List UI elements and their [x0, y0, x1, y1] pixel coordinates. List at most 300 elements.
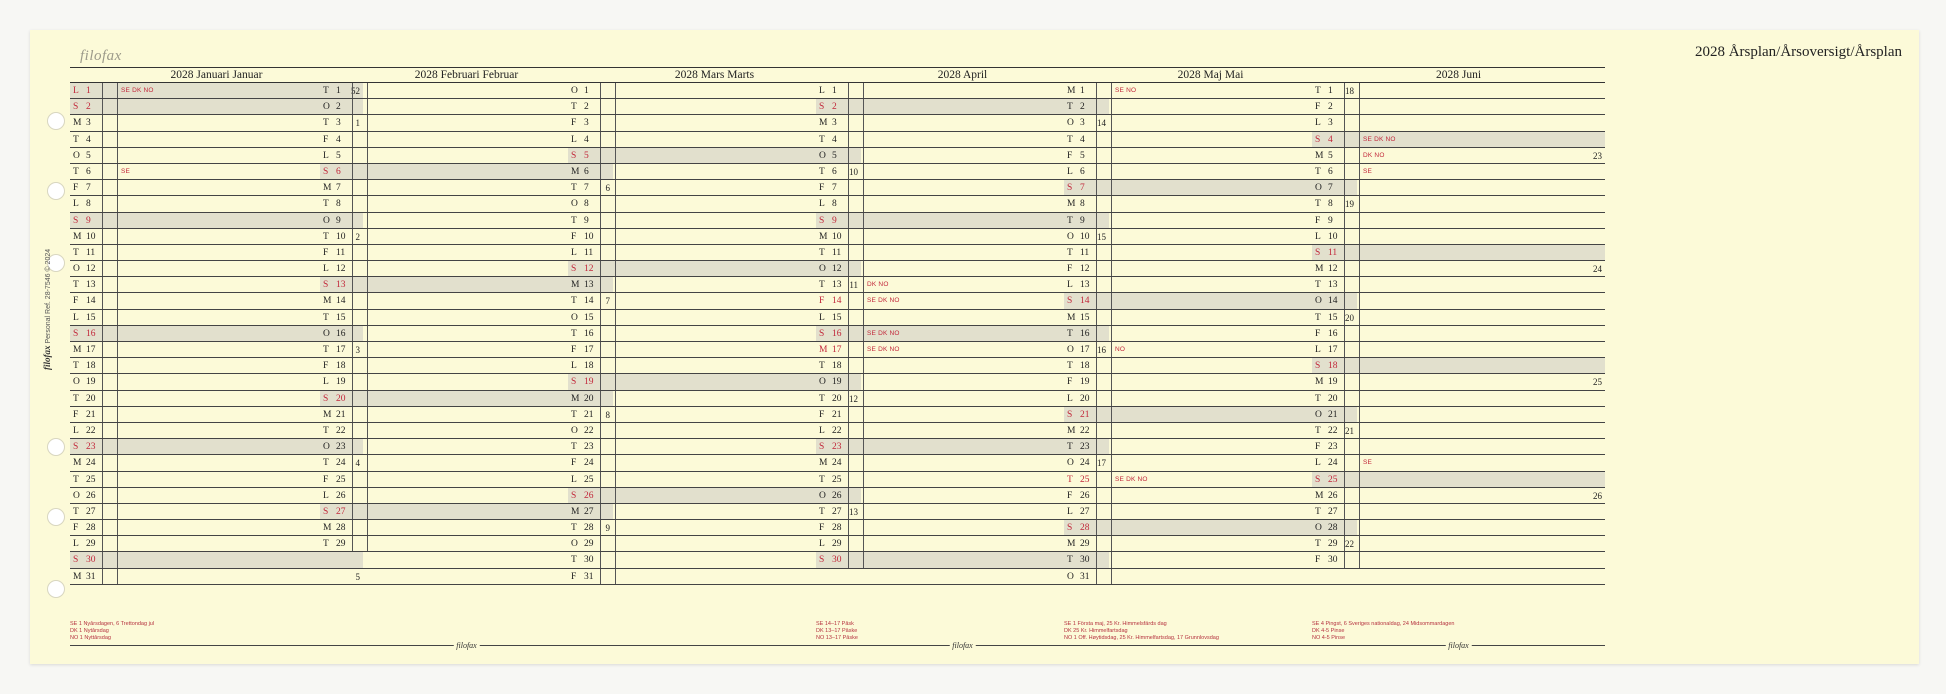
- day-number: 9: [336, 215, 341, 226]
- divider: [352, 374, 353, 389]
- day-row[interactable]: [1312, 326, 1605, 342]
- weekday-letter: T: [73, 166, 79, 177]
- day-number: 29: [584, 539, 594, 550]
- binder-hole: [47, 580, 65, 598]
- divider: [1096, 115, 1097, 130]
- divider: [367, 164, 368, 179]
- weekday-letter: T: [323, 118, 329, 129]
- week-number: 21: [1345, 425, 1354, 436]
- weekday-letter: O: [571, 425, 578, 436]
- divider: [117, 374, 118, 389]
- day-number: 12: [336, 264, 346, 275]
- weekday-letter: F: [819, 296, 825, 307]
- binder-hole: [47, 508, 65, 526]
- divider: [367, 115, 368, 130]
- month-title: 2028 Februari Februar: [320, 67, 613, 83]
- divider: [367, 407, 368, 422]
- divider: [1111, 423, 1112, 438]
- divider: [863, 455, 864, 470]
- holiday-marker: SE DK NO: [867, 297, 900, 305]
- weekday-letter: O: [1067, 571, 1074, 582]
- divider: [863, 310, 864, 325]
- day-number: 5: [1328, 150, 1333, 161]
- divider: [1344, 293, 1345, 308]
- day-number: 29: [336, 539, 346, 550]
- divider: [600, 293, 601, 308]
- divider: [615, 439, 616, 454]
- weekday-letter: T: [1315, 506, 1321, 517]
- weekday-letter: T: [1315, 312, 1321, 323]
- day-number: 16: [584, 328, 594, 339]
- month-title: 2028 April: [816, 67, 1109, 83]
- divider: [102, 504, 103, 519]
- divider: [367, 213, 368, 228]
- day-number: 1: [1080, 86, 1085, 96]
- day-number: 30: [86, 555, 96, 566]
- divider: [863, 552, 864, 567]
- weekday-letter: O: [323, 328, 330, 339]
- weekday-letter: O: [1315, 523, 1322, 534]
- day-row[interactable]: [1312, 213, 1605, 229]
- divider: [615, 277, 616, 292]
- day-number: 25: [1080, 474, 1090, 485]
- day-number: 5: [832, 150, 837, 161]
- day-number: 22: [584, 425, 594, 436]
- divider: [1096, 245, 1097, 260]
- weekday-letter: F: [571, 345, 577, 355]
- day-row[interactable]: [1312, 504, 1605, 520]
- week-number: 15: [1097, 231, 1106, 242]
- weekday-letter: T: [73, 134, 79, 145]
- divider: [615, 504, 616, 519]
- divider: [1344, 213, 1345, 228]
- day-row[interactable]: [1312, 552, 1605, 568]
- divider: [367, 455, 368, 470]
- weekday-letter: L: [1315, 345, 1321, 355]
- divider: [1359, 148, 1360, 163]
- divider: [102, 196, 103, 211]
- divider: [102, 520, 103, 535]
- divider: [367, 293, 368, 308]
- divider: [863, 326, 864, 341]
- day-number: 8: [584, 199, 589, 210]
- day-number: 1: [1328, 86, 1333, 96]
- day-number: 26: [832, 490, 842, 501]
- divider: [863, 261, 864, 276]
- divider: [1344, 83, 1345, 98]
- day-number: 26: [336, 490, 346, 501]
- divider: [1359, 374, 1360, 389]
- footer-brand: filofax: [949, 641, 975, 650]
- day-number: 22: [1080, 425, 1090, 436]
- brand-logo: filofax: [80, 48, 122, 64]
- divider: [863, 536, 864, 551]
- weekday-letter: L: [73, 312, 79, 323]
- week-number: 13: [849, 506, 858, 517]
- divider: [117, 180, 118, 195]
- weekday-letter: S: [819, 102, 825, 113]
- holiday-notes: [1312, 621, 1605, 642]
- divider: [615, 536, 616, 551]
- divider: [848, 196, 849, 211]
- divider: [102, 180, 103, 195]
- divider: [600, 504, 601, 519]
- day-row[interactable]: [1312, 488, 1605, 504]
- divider: [600, 342, 601, 357]
- weekday-letter: F: [571, 231, 577, 242]
- day-number: 8: [336, 199, 341, 210]
- divider: [1096, 391, 1097, 406]
- divider: [102, 213, 103, 228]
- divider: [1096, 213, 1097, 228]
- weekday-letter: F: [571, 458, 577, 469]
- day-number: 22: [86, 425, 96, 436]
- weekday-letter: T: [1067, 328, 1073, 339]
- day-number: 20: [86, 393, 96, 404]
- day-number: 2: [832, 102, 837, 113]
- day-number: 18: [1080, 361, 1090, 372]
- weekday-letter: F: [571, 118, 577, 129]
- divider: [367, 245, 368, 260]
- day-number: 24: [336, 458, 346, 469]
- weekday-letter: T: [571, 555, 577, 566]
- day-number: 10: [832, 231, 842, 242]
- day-number: 13: [584, 280, 594, 291]
- weekday-letter: T: [571, 102, 577, 113]
- weekday-letter: M: [323, 296, 332, 307]
- divider: [1359, 423, 1360, 438]
- weekday-letter: M: [323, 183, 332, 194]
- weekday-letter: M: [1067, 539, 1076, 550]
- weekday-letter: S: [571, 377, 577, 388]
- divider: [848, 164, 849, 179]
- month-title: 2028 Mars Marts: [568, 67, 861, 83]
- day-number: 7: [832, 183, 837, 194]
- weekday-letter: O: [73, 150, 80, 161]
- day-row[interactable]: [1312, 245, 1605, 261]
- divider: [863, 245, 864, 260]
- weekday-letter: O: [819, 490, 826, 501]
- day-row[interactable]: [1312, 374, 1605, 390]
- day-row[interactable]: [1312, 196, 1605, 212]
- weekday-letter: L: [73, 425, 79, 436]
- divider: [117, 342, 118, 357]
- day-number: 30: [584, 555, 594, 566]
- weekday-letter: F: [73, 183, 79, 194]
- divider: [863, 277, 864, 292]
- holiday-marker: SE DK NO: [121, 87, 154, 94]
- day-row[interactable]: [1312, 423, 1605, 439]
- day-row[interactable]: [1312, 99, 1605, 115]
- weekday-letter: T: [73, 361, 79, 372]
- weekday-letter: S: [1067, 296, 1073, 307]
- divider: [1344, 391, 1345, 406]
- weekday-letter: T: [819, 506, 825, 517]
- divider: [1344, 115, 1345, 130]
- divider: [600, 115, 601, 130]
- divider: [352, 148, 353, 163]
- week-number: 11: [849, 280, 858, 291]
- day-number: 19: [1328, 377, 1338, 388]
- divider: [102, 342, 103, 357]
- day-number: 26: [1080, 490, 1090, 501]
- weekday-letter: L: [323, 264, 329, 275]
- day-number: 1: [86, 86, 91, 96]
- day-number: 15: [584, 312, 594, 323]
- divider: [600, 213, 601, 228]
- day-row[interactable]: [1312, 148, 1605, 164]
- divider: [1096, 536, 1097, 551]
- week-number: 6: [605, 183, 610, 194]
- divider: [863, 423, 864, 438]
- weekday-letter: T: [571, 215, 577, 226]
- divider: [600, 472, 601, 487]
- divider: [117, 196, 118, 211]
- day-number: 20: [336, 393, 346, 404]
- weekday-letter: T: [73, 247, 79, 258]
- divider: [352, 488, 353, 503]
- weekday-letter: M: [571, 166, 580, 177]
- divider: [1359, 310, 1360, 325]
- divider: [1344, 99, 1345, 114]
- day-number: 28: [832, 523, 842, 534]
- divider: [1111, 196, 1112, 211]
- day-number: 5: [86, 150, 91, 161]
- divider: [367, 99, 368, 114]
- divider: [1111, 261, 1112, 276]
- holiday-note-line: DK 1 Nytårsdag: [70, 628, 109, 634]
- divider: [1344, 310, 1345, 325]
- day-number: 18: [1328, 361, 1338, 372]
- weekday-letter: T: [819, 134, 825, 145]
- divider: [1096, 439, 1097, 454]
- divider: [863, 164, 864, 179]
- week-number: 20: [1345, 312, 1354, 323]
- weekday-letter: F: [323, 247, 329, 258]
- day-number: 17: [584, 345, 594, 355]
- divider: [1096, 229, 1097, 244]
- weekday-letter: L: [1067, 393, 1073, 404]
- divider: [848, 245, 849, 260]
- week-number: 4: [355, 458, 360, 469]
- day-number: 16: [86, 328, 96, 339]
- day-number: 21: [832, 409, 842, 420]
- weekday-letter: S: [819, 442, 825, 453]
- holiday-note-line: DK 25 Kr. Himmelfartsdag: [1064, 628, 1128, 634]
- holiday-note-line: SE 14–17 Påsk: [816, 621, 854, 627]
- divider: [848, 520, 849, 535]
- divider: [1096, 196, 1097, 211]
- day-row[interactable]: [1312, 520, 1605, 536]
- divider: [352, 132, 353, 147]
- divider: [615, 358, 616, 373]
- day-row[interactable]: [1312, 342, 1605, 358]
- divider: [863, 358, 864, 373]
- weekday-letter: F: [1315, 328, 1321, 339]
- divider: [600, 180, 601, 195]
- weekday-letter: O: [571, 312, 578, 323]
- divider: [600, 407, 601, 422]
- weekday-letter: O: [73, 490, 80, 501]
- day-row[interactable]: [1312, 439, 1605, 455]
- day-row[interactable]: [1312, 391, 1605, 407]
- divider: [1359, 277, 1360, 292]
- divider: [615, 213, 616, 228]
- divider: [848, 132, 849, 147]
- day-number: 9: [1328, 215, 1333, 226]
- weekday-letter: F: [323, 474, 329, 485]
- weekday-letter: F: [1067, 490, 1073, 501]
- divider: [367, 472, 368, 487]
- divider: [1359, 196, 1360, 211]
- day-number: 21: [336, 409, 346, 420]
- weekday-letter: L: [571, 474, 577, 485]
- weekday-letter: S: [1315, 361, 1321, 372]
- day-number: 2: [86, 102, 91, 113]
- day-number: 5: [584, 150, 589, 161]
- weekday-letter: L: [323, 150, 329, 161]
- weekday-letter: T: [73, 393, 79, 404]
- divider: [863, 391, 864, 406]
- weekday-letter: T: [1315, 539, 1321, 550]
- weekday-letter: T: [1067, 555, 1073, 566]
- divider: [1359, 472, 1360, 487]
- divider: [863, 132, 864, 147]
- day-row[interactable]: [1312, 261, 1605, 277]
- day-row[interactable]: [1312, 407, 1605, 423]
- divider: [117, 423, 118, 438]
- divider: [117, 536, 118, 551]
- divider: [1096, 132, 1097, 147]
- weekday-letter: F: [323, 361, 329, 372]
- divider: [863, 407, 864, 422]
- day-number: 24: [832, 458, 842, 469]
- weekday-letter: L: [571, 361, 577, 372]
- day-row[interactable]: [1312, 358, 1605, 374]
- day-number: 14: [336, 296, 346, 307]
- divider: [367, 374, 368, 389]
- day-number: 7: [336, 183, 341, 194]
- divider: [615, 164, 616, 179]
- divider: [367, 358, 368, 373]
- divider: [615, 99, 616, 114]
- day-row[interactable]: [1312, 115, 1605, 131]
- day-row[interactable]: [1312, 536, 1605, 552]
- divider: [102, 552, 103, 567]
- divider: [1344, 342, 1345, 357]
- day-row[interactable]: [1312, 229, 1605, 245]
- divider: [600, 164, 601, 179]
- day-row[interactable]: [1312, 164, 1605, 180]
- day-number: 19: [1080, 377, 1090, 388]
- divider: [367, 310, 368, 325]
- week-number: 23: [1593, 150, 1602, 161]
- day-number: 23: [584, 442, 594, 453]
- day-number: 3: [86, 118, 91, 129]
- day-number: 25: [86, 474, 96, 485]
- day-number: 18: [832, 361, 842, 372]
- divider: [1344, 374, 1345, 389]
- divider: [367, 423, 368, 438]
- divider: [848, 374, 849, 389]
- weekday-letter: L: [1067, 280, 1073, 291]
- divider: [600, 536, 601, 551]
- divider: [600, 196, 601, 211]
- day-number: 8: [86, 199, 91, 210]
- weekday-letter: S: [819, 555, 825, 566]
- weekday-letter: L: [1315, 118, 1321, 129]
- day-number: 3: [1328, 118, 1333, 129]
- divider: [117, 520, 118, 535]
- divider: [352, 472, 353, 487]
- day-number: 3: [336, 118, 341, 129]
- weekday-letter: L: [323, 377, 329, 388]
- divider: [117, 164, 118, 179]
- weekday-letter: T: [323, 312, 329, 323]
- day-number: 9: [832, 215, 837, 226]
- weekday-letter: S: [323, 506, 329, 517]
- holiday-note-line: DK 13–17 Påske: [816, 628, 858, 634]
- day-row[interactable]: [1312, 83, 1605, 99]
- weekday-letter: T: [571, 523, 577, 534]
- weekday-letter: F: [323, 134, 329, 145]
- divider: [615, 552, 616, 567]
- day-number: 9: [86, 215, 91, 226]
- divider: [600, 229, 601, 244]
- day-row[interactable]: [1312, 293, 1605, 309]
- divider: [1344, 132, 1345, 147]
- day-number: 16: [1080, 328, 1090, 339]
- day-row[interactable]: [1312, 132, 1605, 148]
- day-number: 28: [584, 523, 594, 534]
- weekday-letter: T: [323, 425, 329, 436]
- divider: [615, 115, 616, 130]
- day-row[interactable]: [1312, 277, 1605, 293]
- day-number: 12: [1328, 264, 1338, 275]
- weekday-letter: T: [819, 393, 825, 404]
- divider: [1096, 455, 1097, 470]
- week-number: 52: [351, 86, 360, 96]
- weekday-letter: F: [73, 523, 79, 534]
- divider: [615, 391, 616, 406]
- day-number: 12: [832, 264, 842, 275]
- divider: [848, 229, 849, 244]
- divider: [863, 213, 864, 228]
- divider: [367, 536, 368, 551]
- divider: [848, 310, 849, 325]
- divider: [1111, 472, 1112, 487]
- divider: [848, 277, 849, 292]
- weekday-letter: S: [571, 150, 577, 161]
- week-number: 24: [1593, 264, 1602, 275]
- divider: [615, 180, 616, 195]
- divider: [600, 520, 601, 535]
- weekday-letter: T: [73, 474, 79, 485]
- divider: [352, 293, 353, 308]
- day-row[interactable]: [1312, 310, 1605, 326]
- day-number: 12: [1080, 264, 1090, 275]
- day-row[interactable]: [1312, 180, 1605, 196]
- day-row[interactable]: [1312, 472, 1605, 488]
- day-row[interactable]: [1312, 455, 1605, 471]
- footer-brand: filofax: [1445, 641, 1471, 650]
- day-number: 14: [1080, 296, 1090, 307]
- divider: [1096, 358, 1097, 373]
- divider: [102, 310, 103, 325]
- weekday-letter: L: [819, 425, 825, 436]
- holiday-marker: SE DK NO: [1363, 135, 1396, 143]
- day-number: 31: [1080, 571, 1090, 582]
